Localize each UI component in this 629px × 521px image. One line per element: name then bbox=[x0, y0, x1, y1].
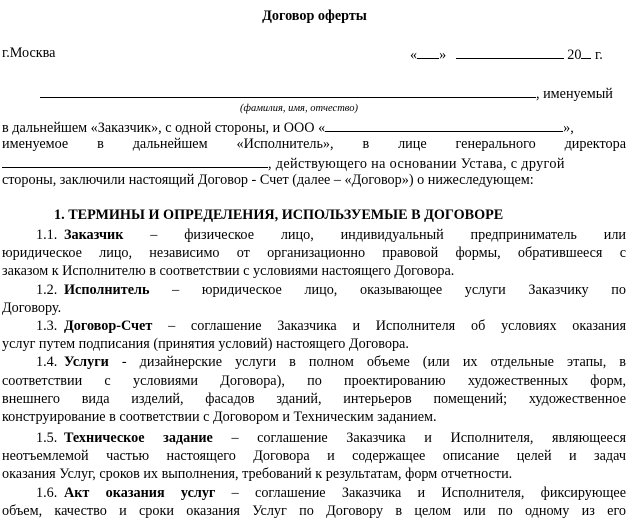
item-term: Техническое задание bbox=[64, 430, 213, 446]
item-text: услуг путем подписания (принятия условий) настоящего Договора. bbox=[2, 336, 409, 352]
city: г.Москва bbox=[2, 45, 56, 61]
item-text: соответствии с условиями Договора), по проектированию художественных форм, bbox=[2, 373, 626, 389]
item-text: неотъемлемой частью настоящего Договора и содержащее описание целей и задач bbox=[2, 448, 626, 464]
item-term: Услуги bbox=[64, 354, 109, 370]
intro-line-1 bbox=[2, 118, 574, 137]
intro-line-4: стороны, заключили настоящий Договор - Счет (далее – «Договор») о нижеследующем: bbox=[2, 172, 534, 188]
term-item bbox=[2, 282, 626, 299]
item-text: внешнего вида изделий, фасадов зданий, интерьеров помещений; художественное bbox=[2, 391, 626, 407]
company-name-blank bbox=[325, 118, 563, 132]
item-text: объем, качество и сроки оказания Услуг по Договору в целом или по одному из его bbox=[2, 503, 626, 519]
item-text: – соглашение Заказчика и Исполнителя, являющееся bbox=[212, 430, 626, 446]
name-caption: (фамилия, имя, отчество) bbox=[240, 103, 358, 114]
item-text: заказом к Исполнителю в соответствии с условиями настоящего Договора. bbox=[2, 263, 455, 279]
item-number: 1.2. bbox=[36, 282, 58, 298]
term-item bbox=[2, 430, 626, 447]
item-text: - дизайнерские услуги в полном объеме (или их отдельные этапы, в bbox=[108, 354, 626, 370]
document-title: Договор оферты bbox=[262, 8, 367, 24]
term-item bbox=[2, 485, 626, 502]
item-number: 1.5. bbox=[36, 430, 58, 446]
date-year: 20 bbox=[567, 47, 582, 63]
year-blank bbox=[581, 45, 591, 59]
date-open-quote: « bbox=[410, 47, 418, 63]
item-text: юридическое лицо, независимо от организационно правовой формы, обратившееся с bbox=[2, 245, 626, 261]
intro-line-2: именуемое в дальнейшем «Исполнитель», в лице генерального директора bbox=[2, 136, 626, 152]
term-item bbox=[2, 227, 626, 244]
item-text: – юридическое лицо, оказывающее услуги Заказчику по bbox=[149, 282, 626, 298]
item-term: Акт оказания услуг bbox=[64, 485, 216, 501]
item-text: Договору. bbox=[2, 300, 62, 316]
customer-name-blank bbox=[40, 84, 536, 98]
item-number: 1.3. bbox=[36, 318, 58, 334]
intro-line-3-text: , действующего на основании Устава, с другой bbox=[268, 156, 565, 172]
term-item bbox=[2, 354, 626, 371]
item-term: Договор-Счет bbox=[64, 318, 153, 334]
date-close-quote: » bbox=[439, 47, 447, 63]
term-item bbox=[2, 318, 626, 335]
intro-line-1-close: », bbox=[563, 120, 574, 136]
item-term: Заказчик bbox=[64, 227, 124, 243]
day-blank bbox=[417, 45, 439, 59]
item-term: Исполнитель bbox=[64, 282, 150, 298]
item-number: 1.4. bbox=[36, 354, 58, 370]
named-label: , именуемый bbox=[536, 86, 613, 102]
item-text: конструирование в соответствии с Договором и Техническим заданием. bbox=[2, 409, 437, 425]
date-line bbox=[410, 45, 603, 64]
section-1-heading: 1. ТЕРМИНЫ И ОПРЕДЕЛЕНИЯ, ИСПОЛЬЗУЕМЫЕ В ДОГОВОРЕ bbox=[54, 207, 504, 223]
director-name-blank bbox=[2, 154, 268, 168]
item-number: 1.1. bbox=[36, 227, 58, 243]
date-year-suffix: г. bbox=[595, 47, 603, 63]
item-text: – соглашение Заказчика и Исполнителя, фиксирующее bbox=[215, 485, 626, 501]
item-text: оказания Услуг, сроков их выполнения, требований к результатам, форм отчетности. bbox=[2, 466, 513, 482]
item-text: – физическое лицо, индивидуальный предприниматель или bbox=[123, 227, 626, 243]
item-text: – соглашение Заказчика и Исполнителя об условиях оказания bbox=[152, 318, 626, 334]
intro-line-1-text: в дальнейшем «Заказчик», с одной стороны, и ООО « bbox=[2, 120, 326, 136]
item-number: 1.6. bbox=[36, 485, 58, 501]
month-blank bbox=[456, 45, 564, 59]
intro-line-3 bbox=[2, 154, 565, 173]
